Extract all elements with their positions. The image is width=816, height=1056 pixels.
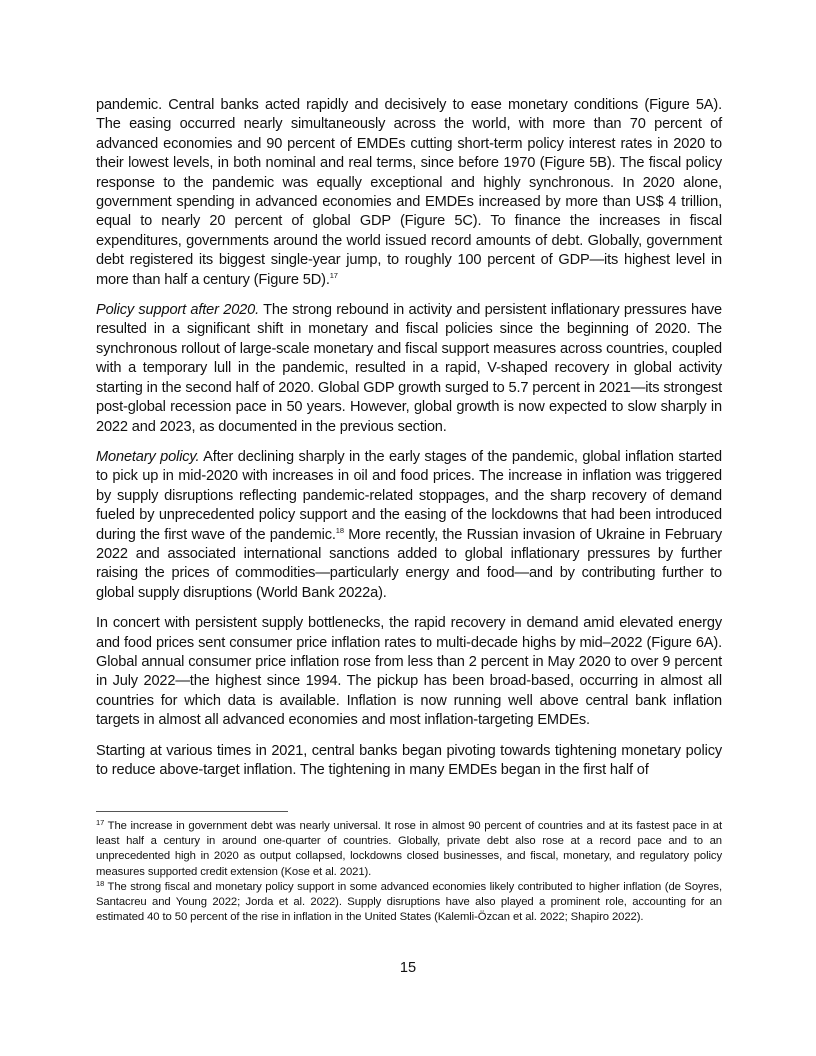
paragraph-lead-heading: Policy support after 2020. bbox=[96, 302, 259, 319]
footnote-separator bbox=[96, 811, 288, 812]
paragraph-text: In concert with persistent supply bottlenecks, the rapid recovery in demand amid elevated energy and food prices sent consumer price inflation rates to multi-decade highs by mid–2022 (Figure 6A). Global annual consumer price inflation rose from less than 2 percent in May 2020 to over 9 percent in July 2022—the highest since 1994. The pickup has been broad-based, occurring in almost all countries for which data is available. Inflation is now running well above central bank inflation targets in almost all advanced economies and most inflation-targeting EMDEs. bbox=[96, 615, 722, 729]
paragraph-text: The strong rebound in activity and persistent inflationary pressures have resulted in a significant shift in monetary and fiscal policies since the beginning of 2020. The synchronous rollout of large-scale monetary and fiscal support measures across countries, coupled with a temporary lull in the pandemic, resulted in a rapid, V-shaped recovery in global activity starting in the second half of 2020. Global GDP growth surged to 5.7 percent in 2021—its strongest post-global recession pace in 50 years. However, global growth is now expected to slow sharply in 2022 and 2023, as documented in the previous section. bbox=[96, 302, 722, 435]
paragraph-inflation bbox=[96, 614, 722, 730]
footnote-18 bbox=[96, 880, 722, 926]
paragraph-tightening bbox=[96, 742, 722, 781]
footnote-text: The strong fiscal and monetary policy support in some advanced economies likely contributed to higher inflation (de Soyres, Santacreu and Young 2022; Jorda et al. 2022). Supply disruptions have also played a prominent role, accounting for an estimated 40 to 50 percent of the rise in inflation in the United States (Kalemli-Özcan et al. 2022; Shapiro 2022). bbox=[96, 880, 722, 924]
footnote-number: 17 bbox=[96, 818, 105, 827]
paragraph-lead-heading: Monetary policy. bbox=[96, 448, 200, 465]
paragraph-text: pandemic. Central banks acted rapidly and decisively to ease monetary conditions (Figure 5A). The easing occurred nearly simultaneously across the world, with more than 70 percent of advanced economies and 90 percent of EMDEs cutting short-term policy interest rates in 2020 to their lowest levels, in both nominal and real terms, since before 1970 (Figure 5B). The fiscal policy response to the pandemic was equally exceptional and highly synchronous. In 2020 alone, government spending in advanced economies and EMDEs increased by more than US$ 4 trillion, equal to nearly 20 percent of global GDP (Figure 5C). To finance the increases in fiscal expenditures, governments around the world issued record amounts of debt. Globally, government debt registered its biggest single-year jump, to roughly 100 percent of GDP—its highest level in more than half a century (Figure 5D). bbox=[96, 97, 722, 288]
footnote-ref-18[interactable]: 18 bbox=[335, 525, 344, 535]
document-body bbox=[96, 96, 722, 791]
footnote-number: 18 bbox=[96, 878, 105, 888]
footnotes bbox=[96, 819, 722, 925]
paragraph-pandemic-response bbox=[96, 96, 722, 290]
footnote-17 bbox=[96, 819, 722, 880]
paragraph-text-continued: More recently, the Russian invasion of Ukraine in February 2022 and associated international sanctions added to global inflationary pressures by further raising the prices of commodities—particularly energy and food—and by contributing further to global supply disruptions (World Bank 2022a). bbox=[96, 526, 722, 601]
footnote-text: The increase in government debt was nearly universal. It rose in almost 90 percent of countries and at its fastest pace in at least half a century in around one-quarter of countries. Globally, private debt also rose at a record pace and to an unprecedented high in 2020 as output collapsed, lockdowns closed businesses, and fiscal, monetary, and regulatory policy measures supported credit extension (Kose et al. 2021). bbox=[96, 820, 722, 878]
footnote-ref-17[interactable]: 17 bbox=[329, 270, 338, 280]
page-number: 15 bbox=[399, 960, 417, 976]
paragraph-text: Starting at various times in 2021, central banks began pivoting towards tightening monetary policy to reduce above-target inflation. The tightening in many EMDEs began in the first half of bbox=[96, 742, 722, 778]
paragraph-text: After declining sharply in the early stages of the pandemic, global inflation started to pick up in mid-2020 with increases in oil and food prices. The increase in inflation was triggered by supply disruptions reflecting pandemic-related stoppages, and the sharp recovery of demand fueled by unprecedented policy support and the easing of the lockdowns that had been introduced during the first wave of the pandemic. bbox=[96, 448, 722, 543]
paragraph-monetary-policy bbox=[96, 448, 722, 603]
paragraph-policy-support bbox=[96, 301, 722, 437]
